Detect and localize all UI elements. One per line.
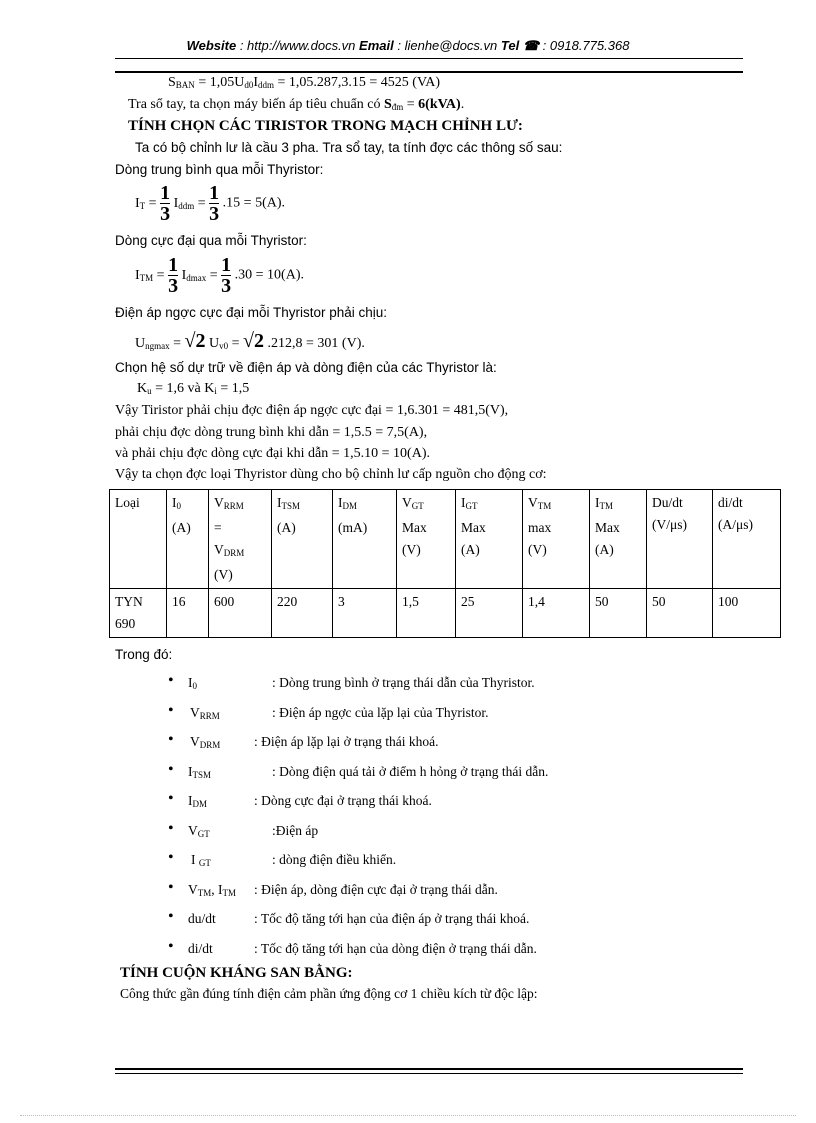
tel-value: : 0918.775.368 xyxy=(542,38,630,53)
legend-symbol: I $_{GT}$ xyxy=(191,852,211,868)
table-header-cell: $I_{GT}$ Max (A) xyxy=(456,490,523,589)
table-header-row xyxy=(110,490,781,589)
bullet-icon: • xyxy=(168,701,174,719)
legend-description: : Dòng cực đại ở trạng thái khoá. xyxy=(254,793,432,808)
legend-symbol: $V_{TM}$, $I_{TM}$ xyxy=(188,881,236,898)
tel-label: Tel xyxy=(500,38,520,53)
legend-symbol: $I_0$ xyxy=(188,675,197,691)
avg-current-label: Dòng trung bình qua mỗi Thyristor: xyxy=(115,162,324,177)
phone-icon: ☎ xyxy=(522,38,540,53)
table-cell: 25 xyxy=(456,589,523,638)
legend-description: : Dòng trung bình ở trạng thái dẫn của Thyristor. xyxy=(272,675,535,690)
fraction: $\frac{1}{3}$ xyxy=(221,254,232,297)
fraction: $\frac{1}{3}$ xyxy=(168,254,179,297)
table-header-cell: $V_{RRM}$ = $V_{DRM}$ (V) xyxy=(209,490,272,589)
summary-line-1: Vậy Tiristor phải chịu đợc điện áp ngợc cực đại = 1,6.301 = 481,5(V), xyxy=(115,403,509,418)
header-divider xyxy=(115,58,743,59)
bullet-icon: • xyxy=(168,790,174,807)
avg-current-formula xyxy=(135,184,285,223)
legend-symbol: du/dt xyxy=(188,911,216,926)
trong-do-label: Trong đó: xyxy=(115,647,173,662)
fraction: $\frac{1}{3}$ xyxy=(209,182,220,225)
page-header xyxy=(0,38,816,54)
legend-description: : Điện áp, dòng điện cực đại ở trạng thái dẫn. xyxy=(254,881,498,897)
transformer-choice: Tra sổ tay, ta chọn máy biến áp tiêu chuẩn có $S_{đm} = 6(kVA)$. xyxy=(128,97,465,112)
table-cell: 3 xyxy=(333,589,397,638)
heading-thyristor: TÍNH CHỌN CÁC TIRISTOR TRONG MẠCH CHỈNH LƯ: xyxy=(128,118,523,134)
bullet-icon: • xyxy=(168,878,174,896)
reverse-voltage-label: Điện áp ngợc cực đại mỗi Thyristor phải chịu: xyxy=(115,305,388,320)
table-header-cell: $I_{TM}$ Max (A) xyxy=(590,490,647,589)
bullet-icon: • xyxy=(168,760,174,778)
table-cell: TYN 690 xyxy=(110,589,167,638)
bullet-icon: • xyxy=(168,672,174,689)
heading-smoothing-reactor: TÍNH CUỘN KHÁNG SAN BẰNG: xyxy=(120,965,353,981)
table-cell: 1,5 xyxy=(397,589,456,638)
formula-lhs: $U_{ngmax}$ = xyxy=(135,336,182,351)
table-header-cell: $I_0$ (A) xyxy=(167,490,209,589)
bullet-icon: • xyxy=(168,731,174,748)
formula-mid: $U_{v0}$ = xyxy=(209,336,240,351)
table-header-cell: $I_{DM}$ (mA) xyxy=(333,490,397,589)
legend-description: : Tốc độ tăng tới hạn của dòng điện ở trạng thái dẫn. xyxy=(254,940,537,956)
intro-line: Ta có bộ chỉnh lư là cầu 3 pha. Tra sổ tay, ta tính đợc các thông số sau: xyxy=(135,140,563,155)
table-cell: 16 xyxy=(167,589,209,638)
bullet-icon: • xyxy=(168,908,174,925)
legend-symbol: $I_{TSM}$ xyxy=(188,763,212,780)
sban-line: $S_{BAN} = 1,05U_{d0}I_{ddm} = 1,05.287,3.15 = 4525$ (VA) xyxy=(168,75,441,90)
max-current-formula xyxy=(135,256,304,295)
table-cell: 220 xyxy=(272,589,333,638)
sqrt-symbol: √2 xyxy=(243,330,265,352)
legend-description: : Điện áp lặp lại ở trạng thái khoá. xyxy=(254,734,439,749)
coef-choice: Chọn hệ số dự trữ về điện áp và dòng điện của các Thyristor là: xyxy=(115,360,497,375)
max-current-label: Dòng cực đại qua mỗi Thyristor: xyxy=(115,233,307,248)
table-cell: 50 xyxy=(647,589,713,638)
bullet-icon: • xyxy=(168,819,174,837)
formula-lhs: $I_T$ = xyxy=(135,195,157,211)
thyristor-spec-table xyxy=(109,489,781,638)
reverse-voltage-formula xyxy=(135,330,365,353)
formula-mid: $I_{dmax}$ = xyxy=(181,267,218,283)
legend-description: : dòng điện điều khiển. xyxy=(272,852,397,867)
legend-symbol: $V_{RRM}$ xyxy=(190,704,220,721)
bullet-icon: • xyxy=(168,849,174,866)
bullet-icon: • xyxy=(168,937,174,955)
table-header-cell: Du/dt (V/μs) xyxy=(647,490,713,589)
footer-rule xyxy=(115,1073,743,1074)
table-header-cell: $I_{TSM}$ (A) xyxy=(272,490,333,589)
table-header-cell: $V_{TM}$ max (V) xyxy=(523,490,590,589)
table-cell: 50 xyxy=(590,589,647,638)
table-header-cell: di/dt (A/μs) xyxy=(713,490,781,589)
table-cell: 600 xyxy=(209,589,272,638)
table-header-cell: $V_{GT}$ Max (V) xyxy=(397,490,456,589)
formula-lhs: $I_{TM}$ = xyxy=(135,267,165,283)
formula-rhs: .15 = 5(A). xyxy=(222,195,286,211)
coef-values: $K_u = 1,6$ và $K_i = 1,5$ xyxy=(137,381,250,396)
legend-symbol: $V_{GT}$ xyxy=(188,822,210,839)
table-cell: 1,4 xyxy=(523,589,590,638)
table-cell: 100 xyxy=(713,589,781,638)
email-value: : lienhe@docs.vn xyxy=(397,38,498,53)
legend-description: :Điện áp xyxy=(272,822,319,838)
legend-description: : Tốc độ tăng tới hạn của điện áp ở trạng thái khoá. xyxy=(254,911,530,926)
table-row xyxy=(110,589,781,638)
legend-symbol: $V_{DRM}$ xyxy=(190,734,221,750)
formula-rhs: .212,8 = 301 (V). xyxy=(267,336,365,351)
legend-symbol: di/dt xyxy=(188,940,213,956)
table-header-cell: Loại xyxy=(110,490,167,589)
legend-symbol: $I_{DM}$ xyxy=(188,793,208,809)
formula-mid: $I_{ddm}$ = xyxy=(173,195,206,211)
page-bottom-dots xyxy=(20,1115,796,1116)
summary-line-4: Vậy ta chọn đợc loại Thyristor dùng cho bộ chỉnh lư cấp nguồn cho động cơ: xyxy=(115,467,547,482)
formula-intro: Công thức gần đúng tính điện cảm phần ứng động cơ 1 chiều kích từ độc lập: xyxy=(120,986,538,1001)
footer-rule-thick xyxy=(115,1068,743,1070)
summary-line-3: và phải chịu đợc dòng cực đại khi dẫn = 1,5.10 = 10(A). xyxy=(115,446,430,461)
summary-line-2: phải chịu đợc dòng trung bình khi dẫn = 1,5.5 = 7,5(A), xyxy=(115,425,428,440)
fraction: $\frac{1}{3}$ xyxy=(160,182,171,225)
legend-description: : Điện áp ngợc của lặp lại của Thyristor. xyxy=(272,704,489,720)
formula-rhs: .30 = 10(A). xyxy=(234,267,304,283)
legend-description: : Dòng điện quá tải ở điểm h hỏng ở trạng thái dẫn. xyxy=(272,763,549,779)
sqrt-symbol: √2 xyxy=(184,330,206,352)
header-rule-thick xyxy=(115,71,743,73)
email-label: Email xyxy=(359,38,394,53)
website-label: Website xyxy=(186,38,237,53)
website-value: : http://www.docs.vn xyxy=(239,38,356,53)
